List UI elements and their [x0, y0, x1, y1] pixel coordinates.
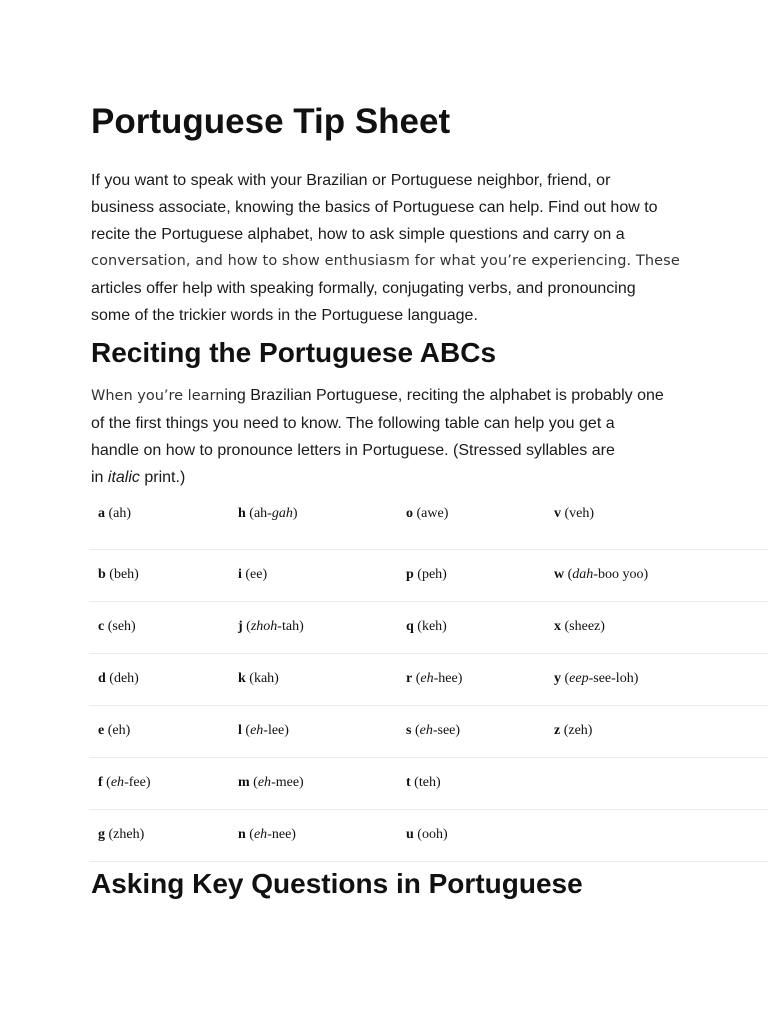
- alphabet-row: [89, 757, 768, 809]
- intro-paragraph: [91, 167, 691, 329]
- intro-line: recite the Portuguese alphabet, how to ask simple questions and carry on a: [91, 226, 625, 243]
- alphabet-cell: [397, 601, 545, 653]
- alphabet-row: [89, 705, 768, 757]
- stressed-syllable: eh: [257, 774, 272, 790]
- alphabet-cell: [397, 549, 545, 601]
- alphabet-cell: [545, 549, 768, 601]
- pronunciation-text: -hee): [433, 670, 463, 686]
- abcs-line: of the first things you need to know. The following table can help you get a: [91, 415, 615, 432]
- letter-glyph: a: [98, 506, 105, 521]
- alphabet-cell: [397, 757, 545, 809]
- abcs-line: [91, 382, 691, 410]
- letter-glyph: f: [98, 774, 103, 790]
- alphabet-cell: [397, 705, 545, 757]
- alphabet-cell: [89, 601, 229, 653]
- letter-glyph: c: [98, 618, 105, 634]
- pronunciation-text: (beh): [105, 566, 139, 582]
- alphabet-cell: [89, 809, 229, 861]
- alphabet-row: [89, 653, 768, 705]
- letter-glyph: b: [98, 566, 106, 582]
- stressed-syllable: eep: [569, 670, 589, 686]
- alphabet-cell: [397, 488, 545, 549]
- stressed-syllable: eh: [253, 826, 268, 842]
- pronunciation-text: (keh): [413, 618, 447, 634]
- abcs-line-start: in: [91, 469, 108, 486]
- alphabet-row: [89, 601, 768, 653]
- stressed-syllable: eh: [250, 722, 264, 738]
- letter-glyph: t: [406, 774, 411, 790]
- pronunciation-text: (: [561, 670, 570, 686]
- stressed-syllable: dah: [572, 566, 594, 582]
- pronunciation-text: -see): [432, 722, 461, 738]
- intro-line: business associate, knowing the basics of Portuguese can help. Find out how to: [91, 199, 658, 216]
- alphabet-cell: [229, 809, 397, 861]
- abcs-line-start: When you’re learn: [91, 388, 225, 404]
- pronunciation-text: ): [292, 506, 298, 521]
- pronunciation-text: (deh): [105, 670, 139, 686]
- pronunciation-text: -see-loh): [588, 670, 639, 686]
- pronunciation-text: (: [102, 774, 111, 790]
- letter-glyph: s: [406, 722, 412, 738]
- letter-glyph: y: [554, 670, 561, 686]
- pronunciation-text: (zeh): [560, 722, 593, 738]
- pronunciation-text: -nee): [267, 826, 296, 842]
- abcs-paragraph: [91, 382, 691, 491]
- letter-glyph: i: [238, 566, 242, 582]
- pronunciation-text: -lee): [263, 722, 289, 738]
- letter-glyph: l: [238, 722, 242, 738]
- alphabet-row: [89, 549, 768, 601]
- stressed-syllable: gah: [271, 506, 293, 521]
- abcs-line: [91, 464, 691, 491]
- stressed-syllable: zhoh: [250, 618, 278, 634]
- alphabet-cell: [229, 488, 397, 549]
- pronunciation-text: (eh): [104, 722, 131, 738]
- alphabet-cell: [545, 809, 768, 861]
- letter-glyph: k: [238, 670, 246, 686]
- pronunciation-text: -fee): [124, 774, 151, 790]
- abcs-line-rest: ing Brazilian Portuguese, reciting the alphabet is probably one: [224, 387, 664, 404]
- alphabet-cell: [229, 705, 397, 757]
- alphabet-cell: [89, 488, 229, 549]
- letter-glyph: j: [238, 618, 243, 634]
- pronunciation-text: (: [249, 774, 258, 790]
- pronunciation-text: (ah-: [245, 506, 272, 521]
- alphabet-cell: [229, 653, 397, 705]
- letter-glyph: m: [238, 774, 250, 790]
- pronunciation-text: -tah): [277, 618, 304, 634]
- alphabet-cell: [545, 488, 768, 549]
- letter-glyph: d: [98, 670, 106, 686]
- intro-line: some of the trickier words in the Portuguese language.: [91, 307, 478, 324]
- alphabet-cell: [89, 549, 229, 601]
- letter-glyph: q: [406, 618, 414, 634]
- page-title: Portuguese Tip Sheet: [91, 102, 451, 141]
- alphabet-row: [89, 809, 768, 861]
- pronunciation-text: (seh): [104, 618, 136, 634]
- pronunciation-text: (peh): [413, 566, 447, 582]
- letter-glyph: z: [554, 722, 561, 738]
- alphabet-table: [89, 488, 768, 862]
- pronunciation-text: (: [242, 618, 251, 634]
- abcs-line: handle on how to pronounce letters in Portuguese. (Stressed syllables are: [91, 442, 615, 459]
- pronunciation-text: (zheh): [105, 826, 145, 842]
- intro-line: conversation, and how to show enthusiasm for what you’re experiencing. These: [91, 253, 680, 269]
- intro-line: articles offer help with speaking formally, conjugating verbs, and pronouncing: [91, 280, 636, 297]
- alphabet-cell: [545, 653, 768, 705]
- alphabet-cell: [229, 757, 397, 809]
- pronunciation-text: -mee): [271, 774, 304, 790]
- letter-glyph: h: [238, 506, 246, 521]
- letter-glyph: r: [406, 670, 413, 686]
- section-heading-questions: Asking Key Questions in Portuguese: [91, 868, 583, 899]
- pronunciation-text: (sheez): [561, 618, 605, 634]
- pronunciation-text: (: [564, 566, 573, 582]
- letter-glyph: o: [406, 506, 413, 521]
- pronunciation-text: (ah): [105, 506, 132, 521]
- abcs-line-end: print.): [139, 469, 186, 486]
- letter-glyph: e: [98, 722, 105, 738]
- pronunciation-text: -boo yoo): [593, 566, 649, 582]
- letter-glyph: p: [406, 566, 414, 582]
- alphabet-cell: [89, 653, 229, 705]
- alphabet-row: [89, 488, 768, 549]
- alphabet-cell: [229, 549, 397, 601]
- alphabet-cell: [545, 705, 768, 757]
- alphabet-cell: [229, 601, 397, 653]
- pronunciation-text: (: [411, 722, 420, 738]
- section-heading-abcs: Reciting the Portuguese ABCs: [91, 337, 497, 368]
- pronunciation-text: (ee): [241, 566, 268, 582]
- alphabet-cell: [397, 809, 545, 861]
- letter-glyph: w: [554, 566, 565, 582]
- letter-glyph: x: [554, 618, 561, 634]
- pronunciation-text: (kah): [245, 670, 279, 686]
- alphabet-cell: [89, 757, 229, 809]
- pronunciation-text: (veh): [561, 506, 595, 521]
- letter-glyph: v: [554, 506, 561, 521]
- pronunciation-text: (teh): [410, 774, 441, 790]
- alphabet-cell: [545, 601, 768, 653]
- pronunciation-text: (: [245, 826, 254, 842]
- stressed-syllable: eh: [419, 722, 433, 738]
- italic-word: italic: [107, 469, 140, 486]
- alphabet-cell: [545, 757, 768, 809]
- pronunciation-text: (awe): [413, 506, 449, 521]
- letter-glyph: u: [406, 826, 414, 842]
- alphabet-table-body: [89, 488, 768, 861]
- pronunciation-text: (: [412, 670, 421, 686]
- alphabet-cell: [397, 653, 545, 705]
- stressed-syllable: eh: [420, 670, 434, 686]
- letter-glyph: g: [98, 826, 105, 842]
- stressed-syllable: eh: [110, 774, 125, 790]
- pronunciation-text: (ooh): [413, 826, 448, 842]
- intro-line: If you want to speak with your Brazilian or Portuguese neighbor, friend, or: [91, 172, 611, 189]
- letter-glyph: n: [238, 826, 246, 842]
- pronunciation-text: (: [241, 722, 251, 738]
- alphabet-cell: [89, 705, 229, 757]
